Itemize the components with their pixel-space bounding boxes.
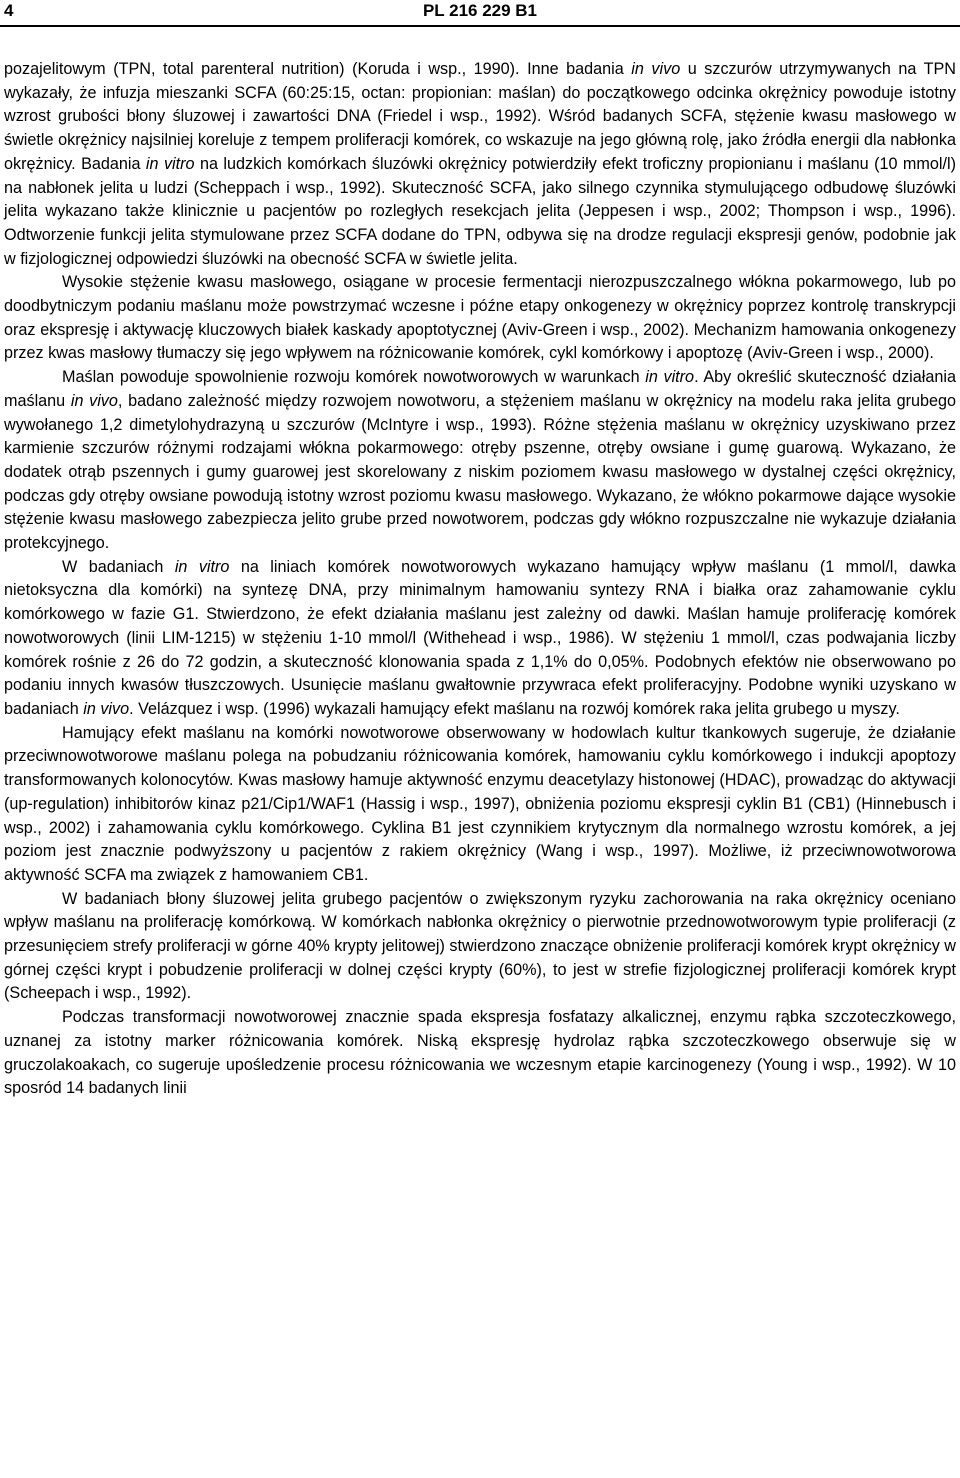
text-segment: . Aby określić skuteczność działania maślanu [4, 368, 956, 410]
paragraph [4, 58, 956, 271]
text-segment: . Velázquez i wsp. (1996) wykazali hamujący efekt maślanu na rozwój komórek raka jelita grubego u myszy. [129, 699, 900, 718]
paragraph [4, 556, 956, 722]
body-text [4, 58, 956, 1101]
paragraph [4, 888, 956, 1007]
paragraph [4, 1006, 956, 1101]
paragraph [4, 271, 956, 366]
header-rule [0, 25, 960, 27]
italic-term: in vivo [631, 60, 681, 78]
text-segment: Podczas transformacji nowotworowej znacznie spada ekspresja fosfatazy alkalicznej, enzymu rąbka szczoteczkowego, uznanej za istotny marker różnicowania komórek. Niską ekspresję hydrolaz rąbka szczoteczkowego obserwuje się w gruczolakoakach, co sugeruje upośledzenie procesu różnicowania we wczesnym etapie karcinogenezy (Young i wsp., 1992). W 10 sposród 14 badanych linii [4, 1008, 956, 1098]
text-segment: na ludzkich komórkach śluzówki okrężnicy potwierdziły efekt troficzny propionianu i maślanu (10 mmol/l) na nabłonek jelita u ludzi (Scheppach i wsp., 1992). Skuteczność SCFA, jako silnego czynnika stymulującego odbudowę śluzówki jelita wykazano także klinicznie u pacjentów po rozległych resekcjach jelita (Jeppesen i wsp., 2002; Thompson i wsp., 1996). Odtworzenie funkcji jelita stymulowane przez SCFA dodane do TPN, odbywa się na drodze regulacji ekspresji genów, podobnie jak w fizjologicznej odpowiedzi śluzówki na obecność SCFA w świetle jelita. [4, 154, 956, 268]
text-segment: na liniach komórek nowotworowych wykazano hamujący wpływ maślanu (1 mmol/l, dawka nietoksyczna dla komórki) na syntezę DNA, przy minimalnym hamowaniu syntezy RNA i białka oraz zahamowanie cyklu komórkowego w fazie G1. Stwierdzono, że efekt działania maślanu jest zależny od dawki. Maślan hamuje proliferację komórek nowotworowych (linii LIM-1215) w stężeniu 1-10 mmol/l (Withehead i wsp., 1986). W stężeniu 1 mmol/l, czas podwajania liczby komórek rośnie z 26 do 72 godzin, a skuteczność klonowania spada z 1,1% do 0,05%. Podobnych efektów nie obserwowano po podaniu innych kwasów tłuszczowych. Usunięcie maślanu gwałtownie przywraca efekt proliferacyjny. Podobne wyniki uzyskano w badaniach [4, 557, 957, 718]
italic-term: in vivo [83, 699, 130, 718]
text-segment: W badaniach [62, 557, 175, 576]
text-segment: Wysokie stężenie kwasu masłowego, osiągane w procesie fermentacji nierozpuszczalnego włókna pokarmowego, lub po doodbytniczym podaniu maślanu może powstrzymać wczesne i późne etapy onkogenezy w okrężnicy poprzez kontrolę transkrypcji oraz ekspresję i aktywację kluczowych białek kaskady apoptotycznej (Aviv-Green i wsp., 2002). Mechanizm hamowania onkogenezy przez kwas masłowy tłumaczy się jego wpływem na różnicowanie komórek, cykl komórkowy i apoptozę (Aviv-Green i wsp., 2000). [4, 273, 956, 363]
text-segment: u szczurów utrzymywanych na TPN wykazały, że infuzja mieszanki SCFA (60:25:15, octan: propionian: maślan) do początkowego odcinka okrężnicy powoduje istotny wzrost grubości błony śluzowej i zawartości DNA (Friedel i wsp., 1992). Wśród badanych SCFA, stężenie kwasu masłowego w świetle okrężnicy najsilniej koreluje z tempem proliferacji komórek, co wskazuje na jego główną rolę, jako źródła energii dla nabłonka okrężnicy. Badania [4, 60, 956, 173]
page-number: 4 [4, 1, 14, 20]
page-header [4, 0, 956, 24]
paragraph [4, 722, 956, 888]
italic-term: in vivo [70, 391, 118, 410]
text-segment: , badano zależność między rozwojem nowotworu, a stężeniem maślanu w okrężnicy na modelu raka jelita grubego wywołanego 1,2 dimetylohydrazyną u szczurów (McIntyre i wsp., 1993). Różne stężenia maślanu w okrężnicy uzyskiwano przez karmienie szczurów różnymi rodzajami włókna pokarmowego: otręby pszenne, otręby owsiane i gumę guarową. Wykazano, że dodatek otrąb pszennych i gumy guarowej jest skorelowany z niskim poziomem kwasu masłowego w dystalnej części okrężnicy, podczas gdy otręby owsiane powodują istotny wzrost poziomu kwasu masłowego. Wykazano, że włókno pokarmowe dające wysokie stężenie kwasu masłowego zabezpiecza jelito grube przed nowotworem, podczas gdy włókno rozpuszczalne nie wykazuje działania protekcyjnego. [4, 391, 957, 553]
italic-term: in vitro [174, 557, 230, 576]
paragraph [4, 366, 956, 556]
text-segment: pozajelitowym (TPN, total parenteral nutrition) (Koruda i wsp., 1990). Inne badania [4, 60, 632, 78]
text-segment: Hamujący efekt maślanu na komórki nowotworowe obserwowany w hodowlach kultur tkankowych sugeruje, że działanie przeciwnowotworowe maślanu polega na pobudzaniu różnicowania komórek, hamowaniu cyklu komórkowego i indukcji apoptozy transformowanych kolonocytów. Kwas masłowy hamuje aktywność enzymu deacetylazy histonowej (HDAC), prowadząc do aktywacji (up-regulation) inhibitorów kinaz p21/Cip1/WAF1 (Hassig i wsp., 1997), obniżenia poziomu ekspresji cyklin B1 (CB1) (Hinnebusch i wsp., 2002) i zahamowania cyklu komórkowego. Cyklina B1 jest czynnikiem krytycznym dla normalnego wzrostu komórek, a jej poziom jest znacznie podwyższony u pacjentów z rakiem okrężnicy (Wang i wsp., 1997). Możliwe, iż przeciwnowotworowa aktywność SCFA ma związek z hamowaniem CB1. [4, 723, 956, 884]
text-segment: Maślan powoduje spowolnienie rozwoju komórek nowotworowych w warunkach [62, 368, 646, 387]
patent-number: PL 216 229 B1 [422, 1, 538, 20]
text-segment: W badaniach błony śluzowej jelita grubego pacjentów o zwiększonym ryzyku zachorowania na raka okrężnicy oceniano wpływ maślanu na proliferację komórkową. W komórkach nabłonka okrężnicy o pierwotnie przednowotworowym typie proliferacji (z przesunięciem strefy proliferacji w górne 40% krypty jelitowej) stwierdzono znaczące obniżenie proliferacji komórek krypt okrężnicy w górnej części krypt i pobudzenie proliferacji w dolnej części krypty (60%), to jest w strefie fizjologicznej proliferacji komórek krypt (Scheepach i wsp., 1992). [4, 889, 956, 1003]
italic-term: in vitro [645, 368, 695, 387]
italic-term: in vitro [145, 154, 195, 173]
